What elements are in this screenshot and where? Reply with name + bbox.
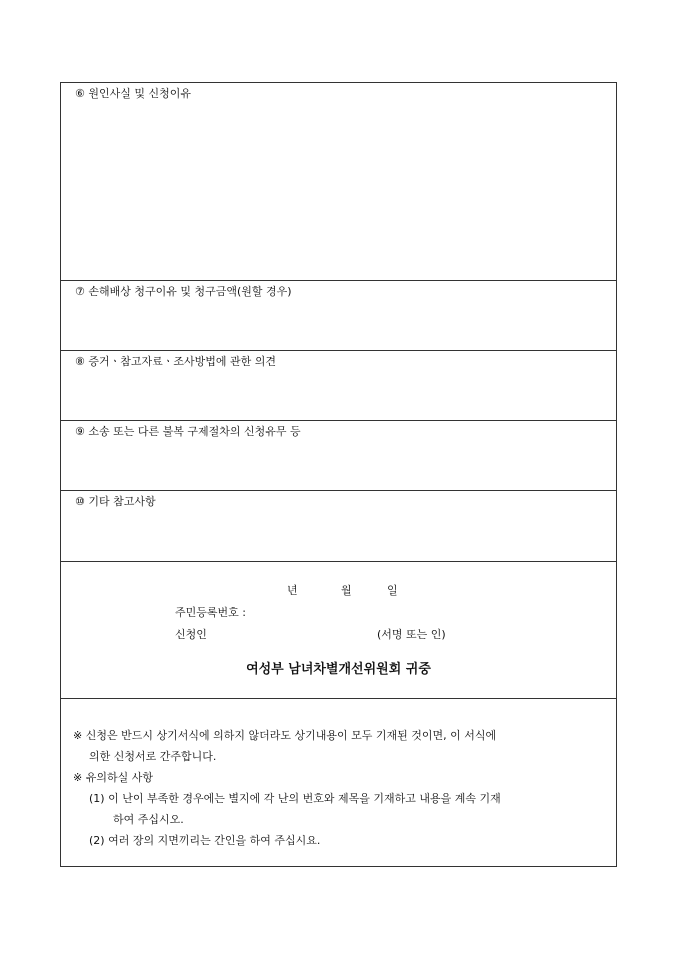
section-damages — [61, 281, 616, 351]
signature-block — [61, 562, 616, 699]
application-form — [60, 82, 617, 867]
sign-or-seal-note: (서명 또는 인) — [377, 628, 446, 641]
section-label-damages: ⑦ 손해배상 청구이유 및 청구금액(원할 경우) — [75, 285, 292, 298]
section-label-cause: ⑥ 원인사실 및 신청이유 — [75, 87, 191, 100]
note-item-2: (2) 여러 장의 지면끼리는 간인을 하여 주십시요. — [89, 834, 321, 847]
notes-block — [61, 699, 616, 866]
addressee: 여성부 남녀차별개선위원회 귀중 — [246, 662, 431, 677]
note-item-1-line-1: (1) 이 난이 부족한 경우에는 별지에 각 난의 번호와 제목을 기재하고 내용을 계속 기재 — [89, 792, 501, 805]
note-2-title: ※ 유의하실 사항 — [73, 771, 153, 784]
date-day-label: 일 — [387, 584, 398, 597]
section-label-litigation: ⑨ 소송 또는 다른 불복 구제절차의 신청유무 등 — [75, 425, 301, 438]
applicant-label: 신청인 — [175, 628, 207, 641]
section-evidence — [61, 351, 616, 421]
section-cause-and-reason — [61, 83, 616, 281]
section-label-evidence: ⑧ 증거ㆍ참고자료ㆍ조사방법에 관한 의견 — [75, 355, 276, 368]
note-1-line-2: 의한 신청서로 간주합니다. — [89, 750, 217, 763]
date-month-label: 월 — [341, 584, 352, 597]
section-other — [61, 491, 616, 562]
resident-id-label: 주민등록번호 : — [175, 606, 246, 619]
section-litigation — [61, 421, 616, 491]
note-item-1-line-2: 하여 주십시오. — [113, 813, 184, 826]
section-label-other: ⑩ 기타 참고사항 — [75, 495, 156, 508]
date-year-label: 년 — [287, 584, 298, 597]
note-1-line-1: ※ 신청은 반드시 상기서식에 의하지 않더라도 상기내용이 모두 기재된 것이면, 이 서식에 — [73, 729, 497, 742]
